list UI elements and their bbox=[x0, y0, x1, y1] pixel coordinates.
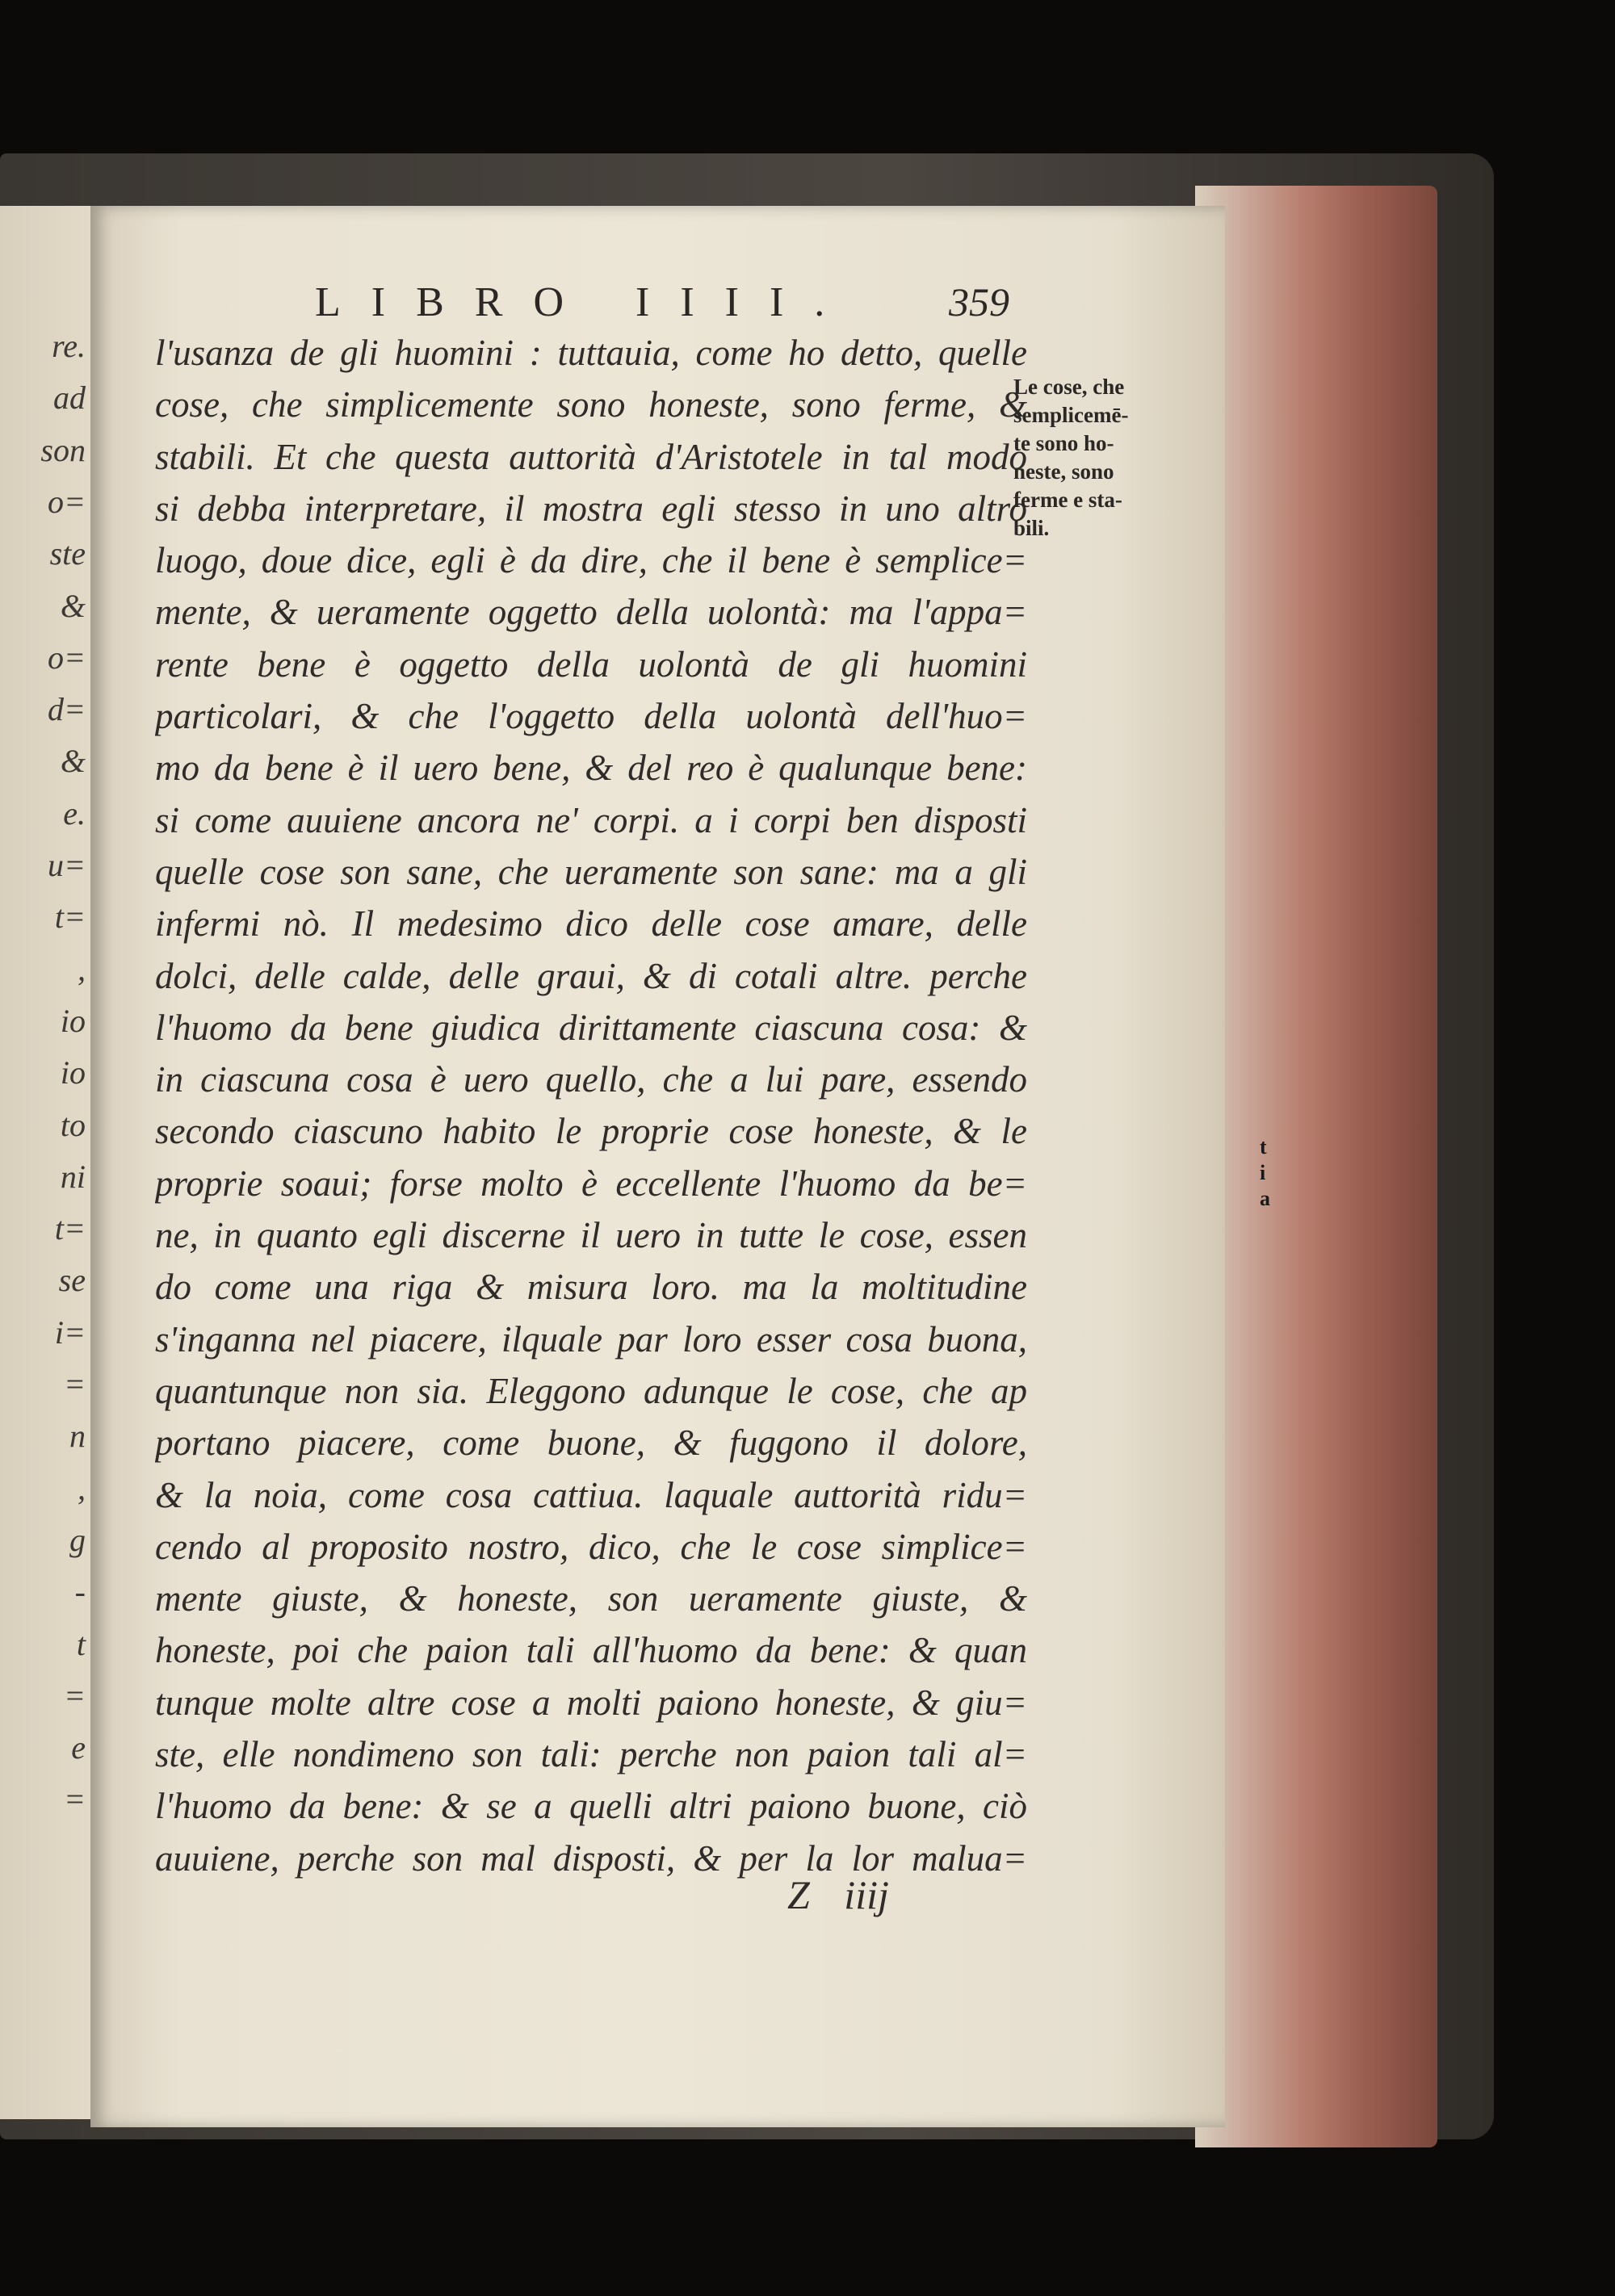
marginal-note-line: bili. bbox=[1013, 516, 1050, 540]
left-page-fragment: ste bbox=[49, 535, 86, 572]
left-page-fragment: n bbox=[69, 1418, 86, 1455]
edge-mark: a bbox=[1260, 1187, 1270, 1210]
left-page-fragment: g bbox=[69, 1521, 86, 1558]
marginal-note-line: te sono ho- bbox=[1013, 431, 1114, 455]
text-line: mo da bene è il uero bene, & del reo è qualunque bene: bbox=[155, 748, 1027, 789]
edge-mark: t bbox=[1260, 1135, 1267, 1158]
text-line: quelle cose son sane, che ueramente son sane: ma a gli bbox=[155, 851, 1027, 892]
page-edges bbox=[1195, 186, 1437, 2147]
left-page-fragment: io bbox=[60, 1054, 86, 1091]
left-page-fragment: o= bbox=[48, 639, 86, 676]
text-line: l'usanza de gli huomini : tuttauia, come ho detto, quelle bbox=[155, 333, 1027, 373]
left-page-fragment: = bbox=[64, 1366, 86, 1402]
text-line: cose, che simplicemente sono honeste, sono ferme, & bbox=[155, 384, 1027, 425]
text-line: l'huomo da bene: & se a quelli altri paiono buone, ciò bbox=[155, 1786, 1027, 1827]
text-line: secondo ciascuno habito le proprie cose honeste, & le bbox=[155, 1111, 1027, 1152]
text-line: luogo, doue dice, egli è da dire, che il bene è semplice= bbox=[155, 540, 1027, 581]
page-number: 359 bbox=[949, 279, 1009, 325]
left-page-fragment: , bbox=[78, 1469, 86, 1506]
left-page-fragment: i= bbox=[54, 1313, 86, 1351]
text-line: & la noia, come cosa cattiua. laquale auttorità ridu= bbox=[155, 1474, 1027, 1515]
left-page-fragment: & bbox=[60, 587, 86, 624]
text-line: si debba interpretare, il mostra egli stesso in uno altro bbox=[155, 488, 1027, 529]
left-page-fragment: , bbox=[78, 950, 86, 987]
text-line: rente bene è oggetto della uolontà de gli huomini bbox=[155, 643, 1027, 685]
left-page-fragment: = bbox=[64, 1781, 86, 1818]
text-line: honeste, poi che paion tali all'huomo da bene: & quan bbox=[155, 1630, 1027, 1671]
text-line: si come auuiene ancora ne' corpi. a i corpi ben disposti bbox=[155, 799, 1027, 840]
text-line: ne, in quanto egli discerne il uero in tutte le cose, essen bbox=[155, 1215, 1027, 1256]
left-page-fragment: u= bbox=[48, 847, 86, 883]
left-page bbox=[0, 206, 93, 2119]
body-text bbox=[155, 327, 1027, 1884]
left-page-fragment: d= bbox=[48, 691, 86, 728]
left-page-fragment: se bbox=[58, 1262, 86, 1299]
text-line: dolci, delle calde, delle graui, & di cotali altre. perche bbox=[155, 955, 1027, 996]
left-page-fragment: son bbox=[40, 431, 86, 468]
left-page-fragment: ni bbox=[60, 1158, 86, 1195]
running-head: LIBRO IIII. bbox=[315, 279, 856, 325]
text-line: cendo al proposito nostro, dico, che le cose simplice= bbox=[155, 1526, 1027, 1567]
left-page-fragment: o= bbox=[48, 483, 86, 520]
text-line: portano piacere, come buone, & fuggono il dolore, bbox=[155, 1422, 1027, 1464]
text-line: do come una riga & misura loro. ma la moltitudine bbox=[155, 1267, 1027, 1308]
text-line: infermi nò. Il medesimo dico delle cose amare, delle bbox=[155, 903, 1027, 945]
text-line: proprie soaui; forse molto è eccellente l'huomo da be= bbox=[155, 1163, 1027, 1204]
edge-mark: i bbox=[1260, 1161, 1266, 1184]
text-line: ste, elle nondimeno son tali: perche non paion tali al= bbox=[155, 1734, 1027, 1775]
left-page-fragment: to bbox=[60, 1106, 86, 1143]
edge-marks bbox=[1260, 1134, 1270, 1212]
marginal-note bbox=[1013, 373, 1191, 543]
text-line: auuiene, perche son mal disposti, & per la lor malua= bbox=[155, 1837, 1027, 1879]
left-page-fragment: t bbox=[76, 1625, 86, 1662]
marginal-note-line: semplicemē- bbox=[1013, 403, 1129, 427]
marginal-note-line: Le cose, che bbox=[1013, 375, 1125, 399]
running-header bbox=[315, 279, 1009, 327]
text-line: quantunque non sia. Eleggono adunque le cose, che ap bbox=[155, 1370, 1027, 1411]
left-page-fragment: - bbox=[74, 1573, 86, 1611]
text-line: in ciascuna cosa è uero quello, che a lui pare, essendo bbox=[155, 1059, 1027, 1100]
marginal-note-line: neste, sono bbox=[1013, 459, 1114, 484]
left-page-fragment: ad bbox=[53, 379, 86, 417]
left-page-fragment: e. bbox=[63, 794, 86, 832]
text-line: stabili. Et che questa auttorità d'Aristotele in tal modo bbox=[155, 436, 1027, 477]
text-line: s'inganna nel piacere, ilquale par loro esser cosa buona, bbox=[155, 1318, 1027, 1360]
text-line: particolari, & che l'oggetto della uolontà dell'huo= bbox=[155, 696, 1027, 737]
text-line: l'huomo da bene giudica dirittamente ciascuna cosa: & bbox=[155, 1007, 1027, 1048]
left-page-fragment: = bbox=[64, 1677, 86, 1714]
left-page-fragment: & bbox=[60, 743, 86, 780]
marginal-note-line: ferme e sta- bbox=[1013, 488, 1122, 512]
left-page-fragment: io bbox=[60, 1002, 86, 1039]
signature-mark: Z iiij bbox=[787, 1872, 889, 1917]
left-page-fragment: t= bbox=[54, 1210, 86, 1247]
text-line: mente, & ueramente oggetto della uolontà: ma l'appa= bbox=[155, 592, 1027, 633]
left-page-fragment: t= bbox=[54, 899, 86, 936]
left-page-fragment: e bbox=[71, 1729, 86, 1766]
left-page-fragment: re. bbox=[52, 328, 86, 364]
text-line: tunque molte altre cose a molti paiono honeste, & giu= bbox=[155, 1682, 1027, 1723]
text-line: mente giuste, & honeste, son ueramente giuste, & bbox=[155, 1578, 1027, 1619]
